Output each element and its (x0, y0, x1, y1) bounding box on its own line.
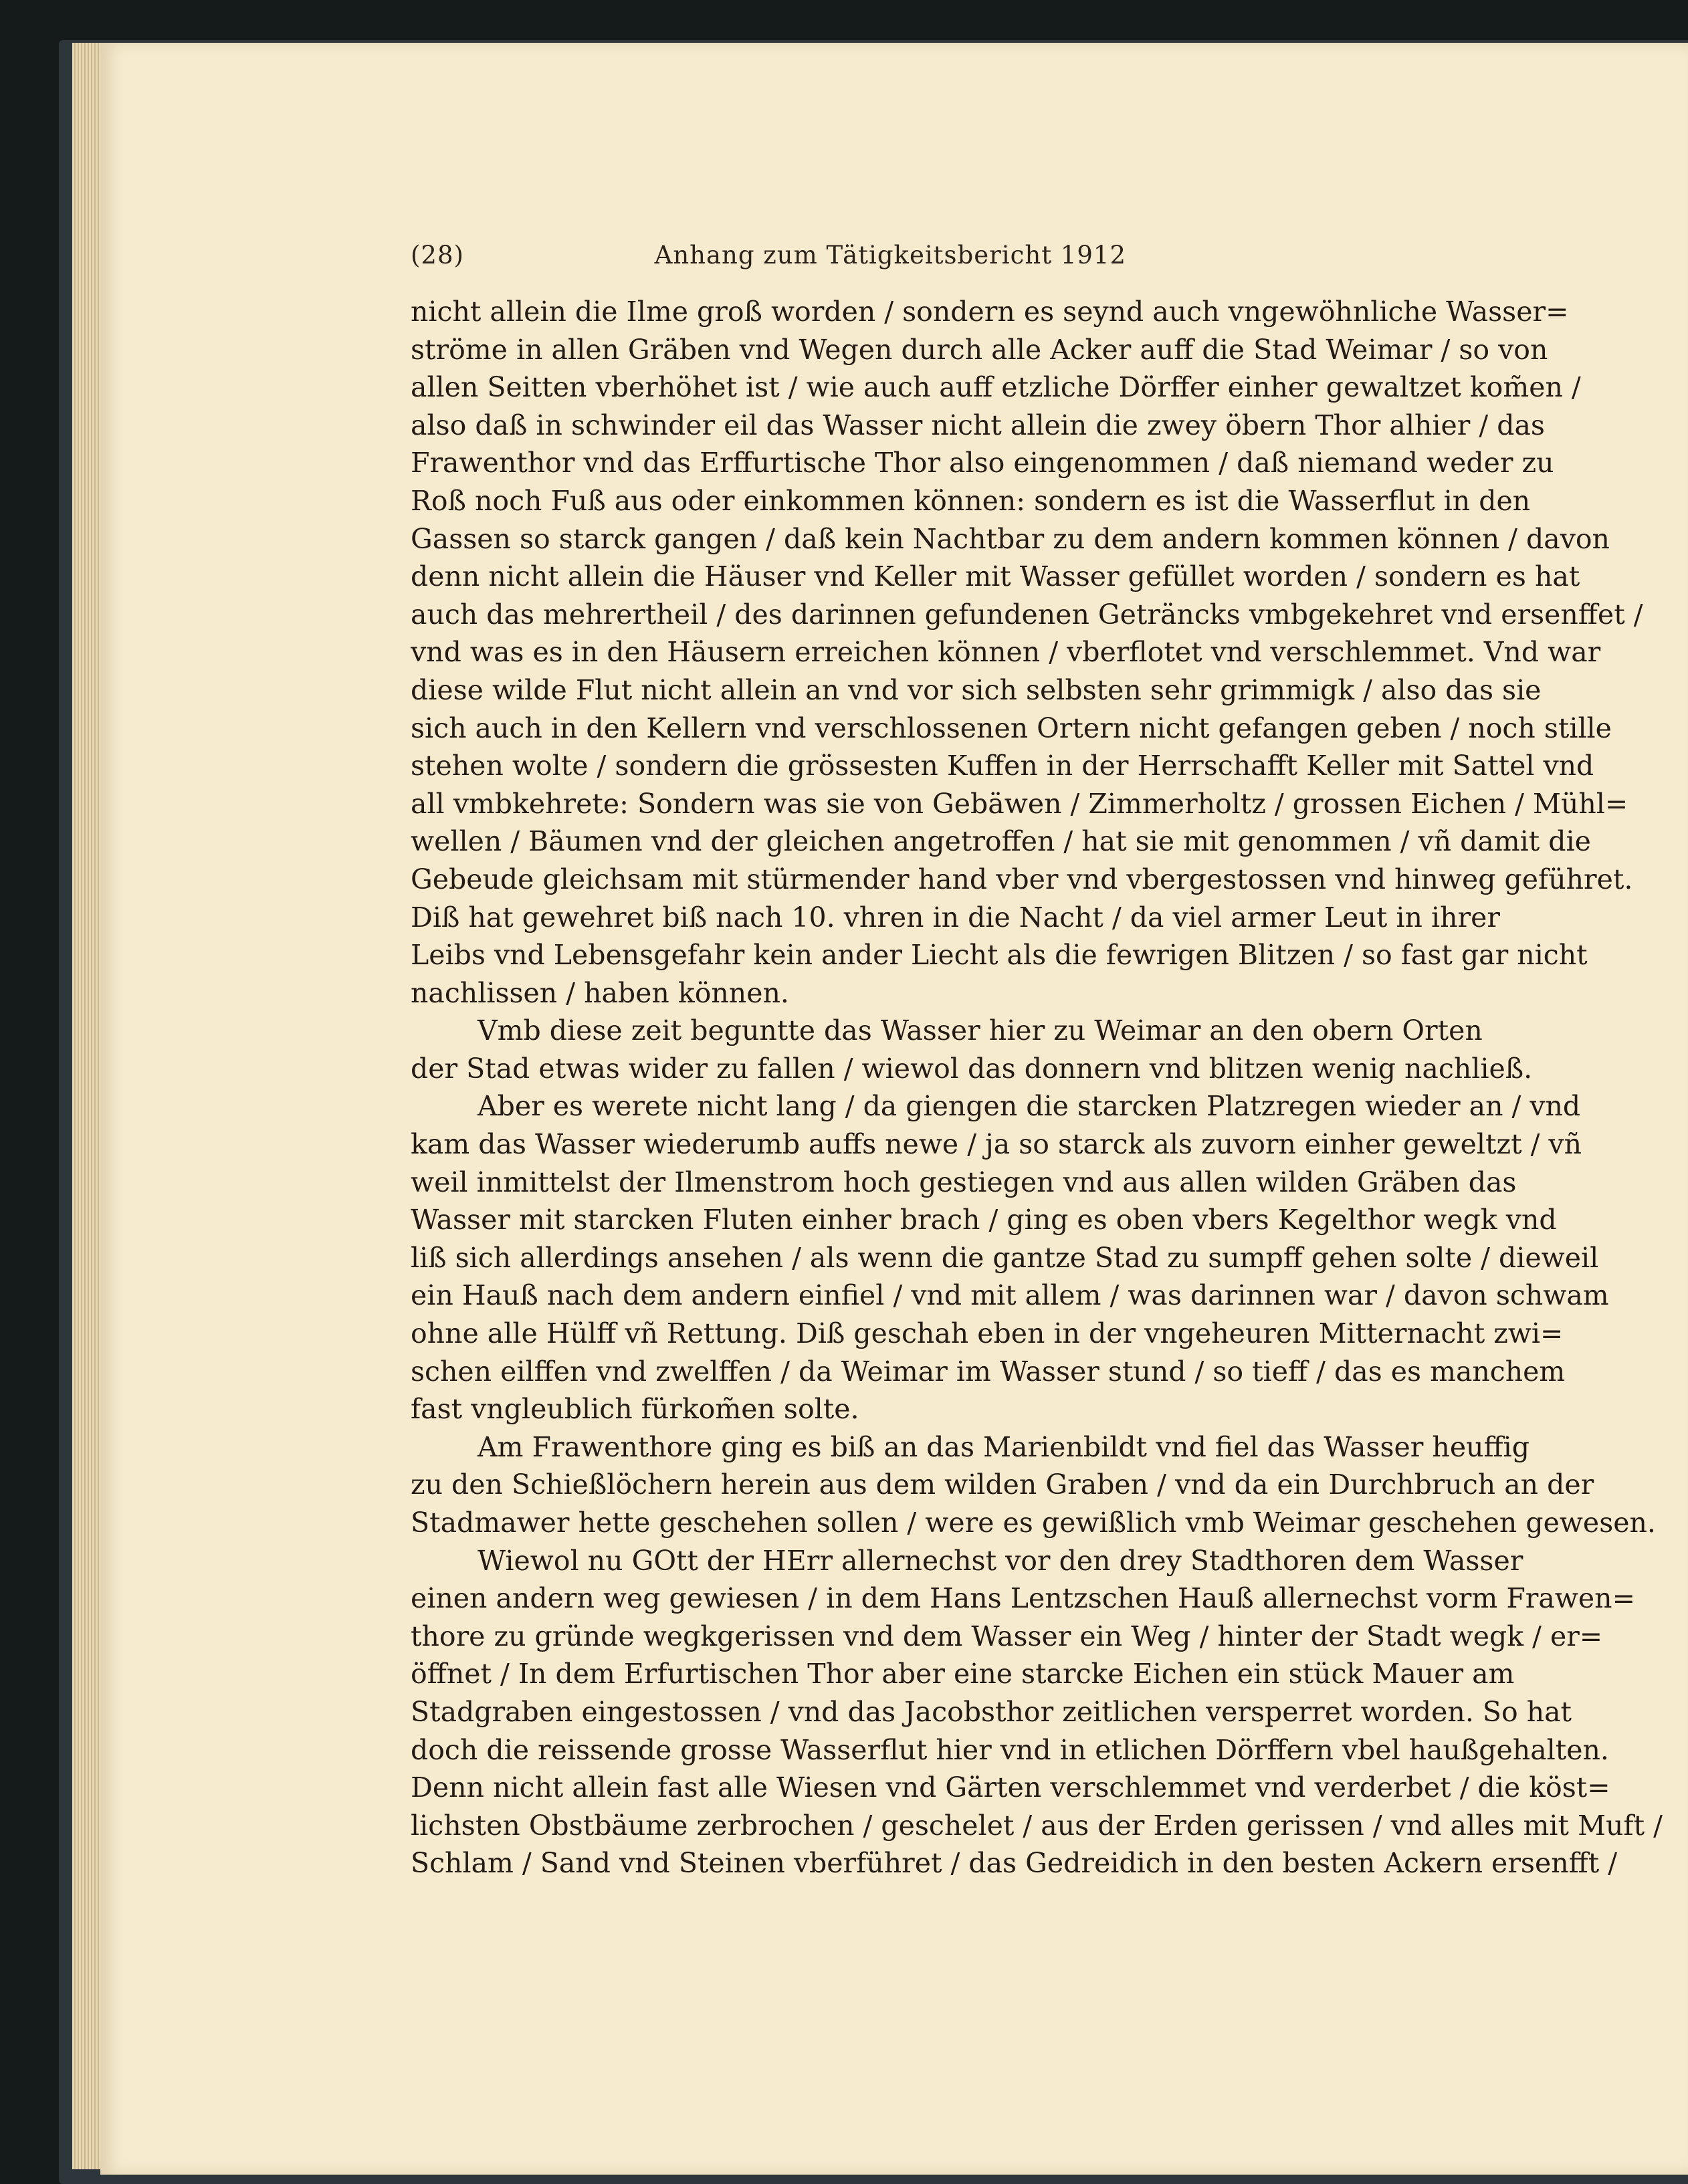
text-line: zu den Schießlöchern herein aus dem wilden Graben / vnd da ein Durchbruch an der (411, 1468, 1594, 1501)
text-line: also daß in schwinder eil das Wasser nicht allein die zwey öbern Thor alhier / das (411, 409, 1545, 441)
text-line: wellen / Bäumen vnd der gleichen angetroffen / hat sie mit genommen / vñ damit die (411, 825, 1591, 858)
text-line: fast vngleublich fürkom̃en solte. (411, 1393, 859, 1426)
text-line: Wasser mit starcken Fluten einher brach / ging es oben vbers Kegelthor wegk vnd (411, 1204, 1557, 1236)
text-line: öffnet / In dem Erfurtischen Thor aber eine starcke Eichen ein stück Mauer am (411, 1658, 1515, 1690)
text-line: Vmb diese zeit beguntte das Wasser hier zu Weimar an den obern Orten (478, 1014, 1483, 1047)
text-line: schen eilffen vnd zwelffen / da Weimar im Wasser stund / so tieff / das es manchem (411, 1355, 1566, 1388)
text-line: denn nicht allein die Häuser vnd Keller mit Wasser gefüllet worden / sondern es hat (411, 560, 1580, 593)
running-head: Anhang zum Tätigkeitsbericht 1912 (654, 241, 1126, 269)
text-line: ströme in allen Gräben vnd Wegen durch alle Acker auff die Stad Weimar / so von (411, 333, 1548, 366)
text-line: Stadgraben eingestossen / vnd das Jacobsthor zeitlichen versperret worden. So hat (411, 1695, 1572, 1728)
text-line: ein Hauß nach dem andern einfiel / vnd mit allem / was darinnen war / davon schwam (411, 1279, 1609, 1312)
text-line: weil inmittelst der Ilmenstrom hoch gestiegen vnd aus allen wilden Gräben das (411, 1166, 1517, 1198)
text-line: nachlissen / haben können. (411, 976, 789, 1009)
text-line: Schlam / Sand vnd Steinen vberführet / das Gedreidich in den besten Ackern ersenfft / (411, 1847, 1618, 1880)
text-line: einen andern weg gewiesen / in dem Hans Lentzschen Hauß allernechst vorm Frawen= (411, 1582, 1635, 1615)
text-line: Gebeude gleichsam mit stürmender hand vber vnd vbergestossen vnd hinweg geführet. (411, 863, 1633, 895)
text-line: Leibs vnd Lebensgefahr kein ander Liecht als die fewrigen Blitzen / so fast gar nicht (411, 939, 1588, 972)
text-line: sich auch in den Kellern vnd verschlossenen Ortern nicht gefangen geben / noch stille (411, 712, 1612, 744)
text-line: vnd was es in den Häusern erreichen können / vberflotet vnd verschlemmet. Vnd war (411, 636, 1601, 669)
text-line: Gassen so starck gangen / daß kein Nachtbar zu dem andern kommen können / davon (411, 522, 1610, 555)
text-line: ohne alle Hülff vñ Rettung. Diß geschah eben in der vngeheuren Mitternacht zwi= (411, 1317, 1564, 1350)
text-line: stehen wolte / sondern die grössesten Kuffen in der Herrschafft Keller mit Sattel vnd (411, 750, 1594, 782)
text-line: doch die reissende grosse Wasserflut hier vnd in etlichen Dörffern vbel haußgehalten. (411, 1733, 1609, 1766)
text-line: Wiewol nu GOtt der HErr allernechst vor den drey Stadthoren dem Wasser (478, 1544, 1523, 1577)
text-line: Am Frawenthore ging es biß an das Marienbildt vnd fiel das Wasser heuffig (478, 1430, 1529, 1463)
text-line: Frawenthor vnd das Erffurtische Thor also eingenommen / daß niemand weder zu (411, 447, 1554, 479)
text-line: Denn nicht allein fast alle Wiesen vnd Gärten verschlemmet vnd verderbet / die köst= (411, 1771, 1610, 1804)
text-line: liß sich allerdings ansehen / als wenn die gantze Stad zu sumpff gehen solte / dieweil (411, 1241, 1599, 1274)
body-text (411, 293, 1663, 1898)
text-line: nicht allein die Ilme groß worden / sondern es seynd auch vngewöhnliche Wasser= (411, 296, 1569, 328)
text-line: auch das mehrertheil / des darinnen gefundenen Geträncks vmbgekehret vnd ersenffet / (411, 598, 1643, 631)
page-number: (28) (411, 241, 464, 269)
text-line: thore zu gründe wegkgerissen vnd dem Wasser ein Weg / hinter der Stadt wegk / er= (411, 1620, 1603, 1652)
text-line: all vmbkehrete: Sondern was sie von Gebäwen / Zimmerholtz / grossen Eichen / Mühl= (411, 787, 1628, 820)
text-line: Stadmawer hette geschehen sollen / were es gewißlich vmb Weimar geschehen gewesen. (411, 1507, 1656, 1539)
text-line: kam das Wasser wiederumb auffs newe / ja so starck als zuvorn einher geweltzt / vñ (411, 1128, 1582, 1161)
text-line: Roß noch Fuß aus oder einkommen können: sondern es ist die Wasserflut in den (411, 484, 1531, 517)
text-line: diese wilde Flut nicht allein an vnd vor sich selbsten sehr grimmigk / also das sie (411, 673, 1542, 706)
text-line: der Stad etwas wider zu fallen / wiewol das donnern vnd blitzen wenig nachließ. (411, 1052, 1533, 1085)
page-header (411, 241, 1126, 281)
text-line: lichsten Obstbäume zerbrochen / geschelet / aus der Erden gerissen / vnd alles mit Muft / (411, 1809, 1663, 1842)
text-line: Aber es werete nicht lang / da giengen die starcken Platzregen wieder an / vnd (478, 1090, 1581, 1123)
text-line: allen Seitten vberhöhet ist / wie auch auff etzliche Dörffer einher gewaltzet kom̃en / (411, 371, 1581, 404)
text-line: Diß hat gewehret biß nach 10. vhren in die Nacht / da viel armer Leut in ihrer (411, 901, 1500, 934)
